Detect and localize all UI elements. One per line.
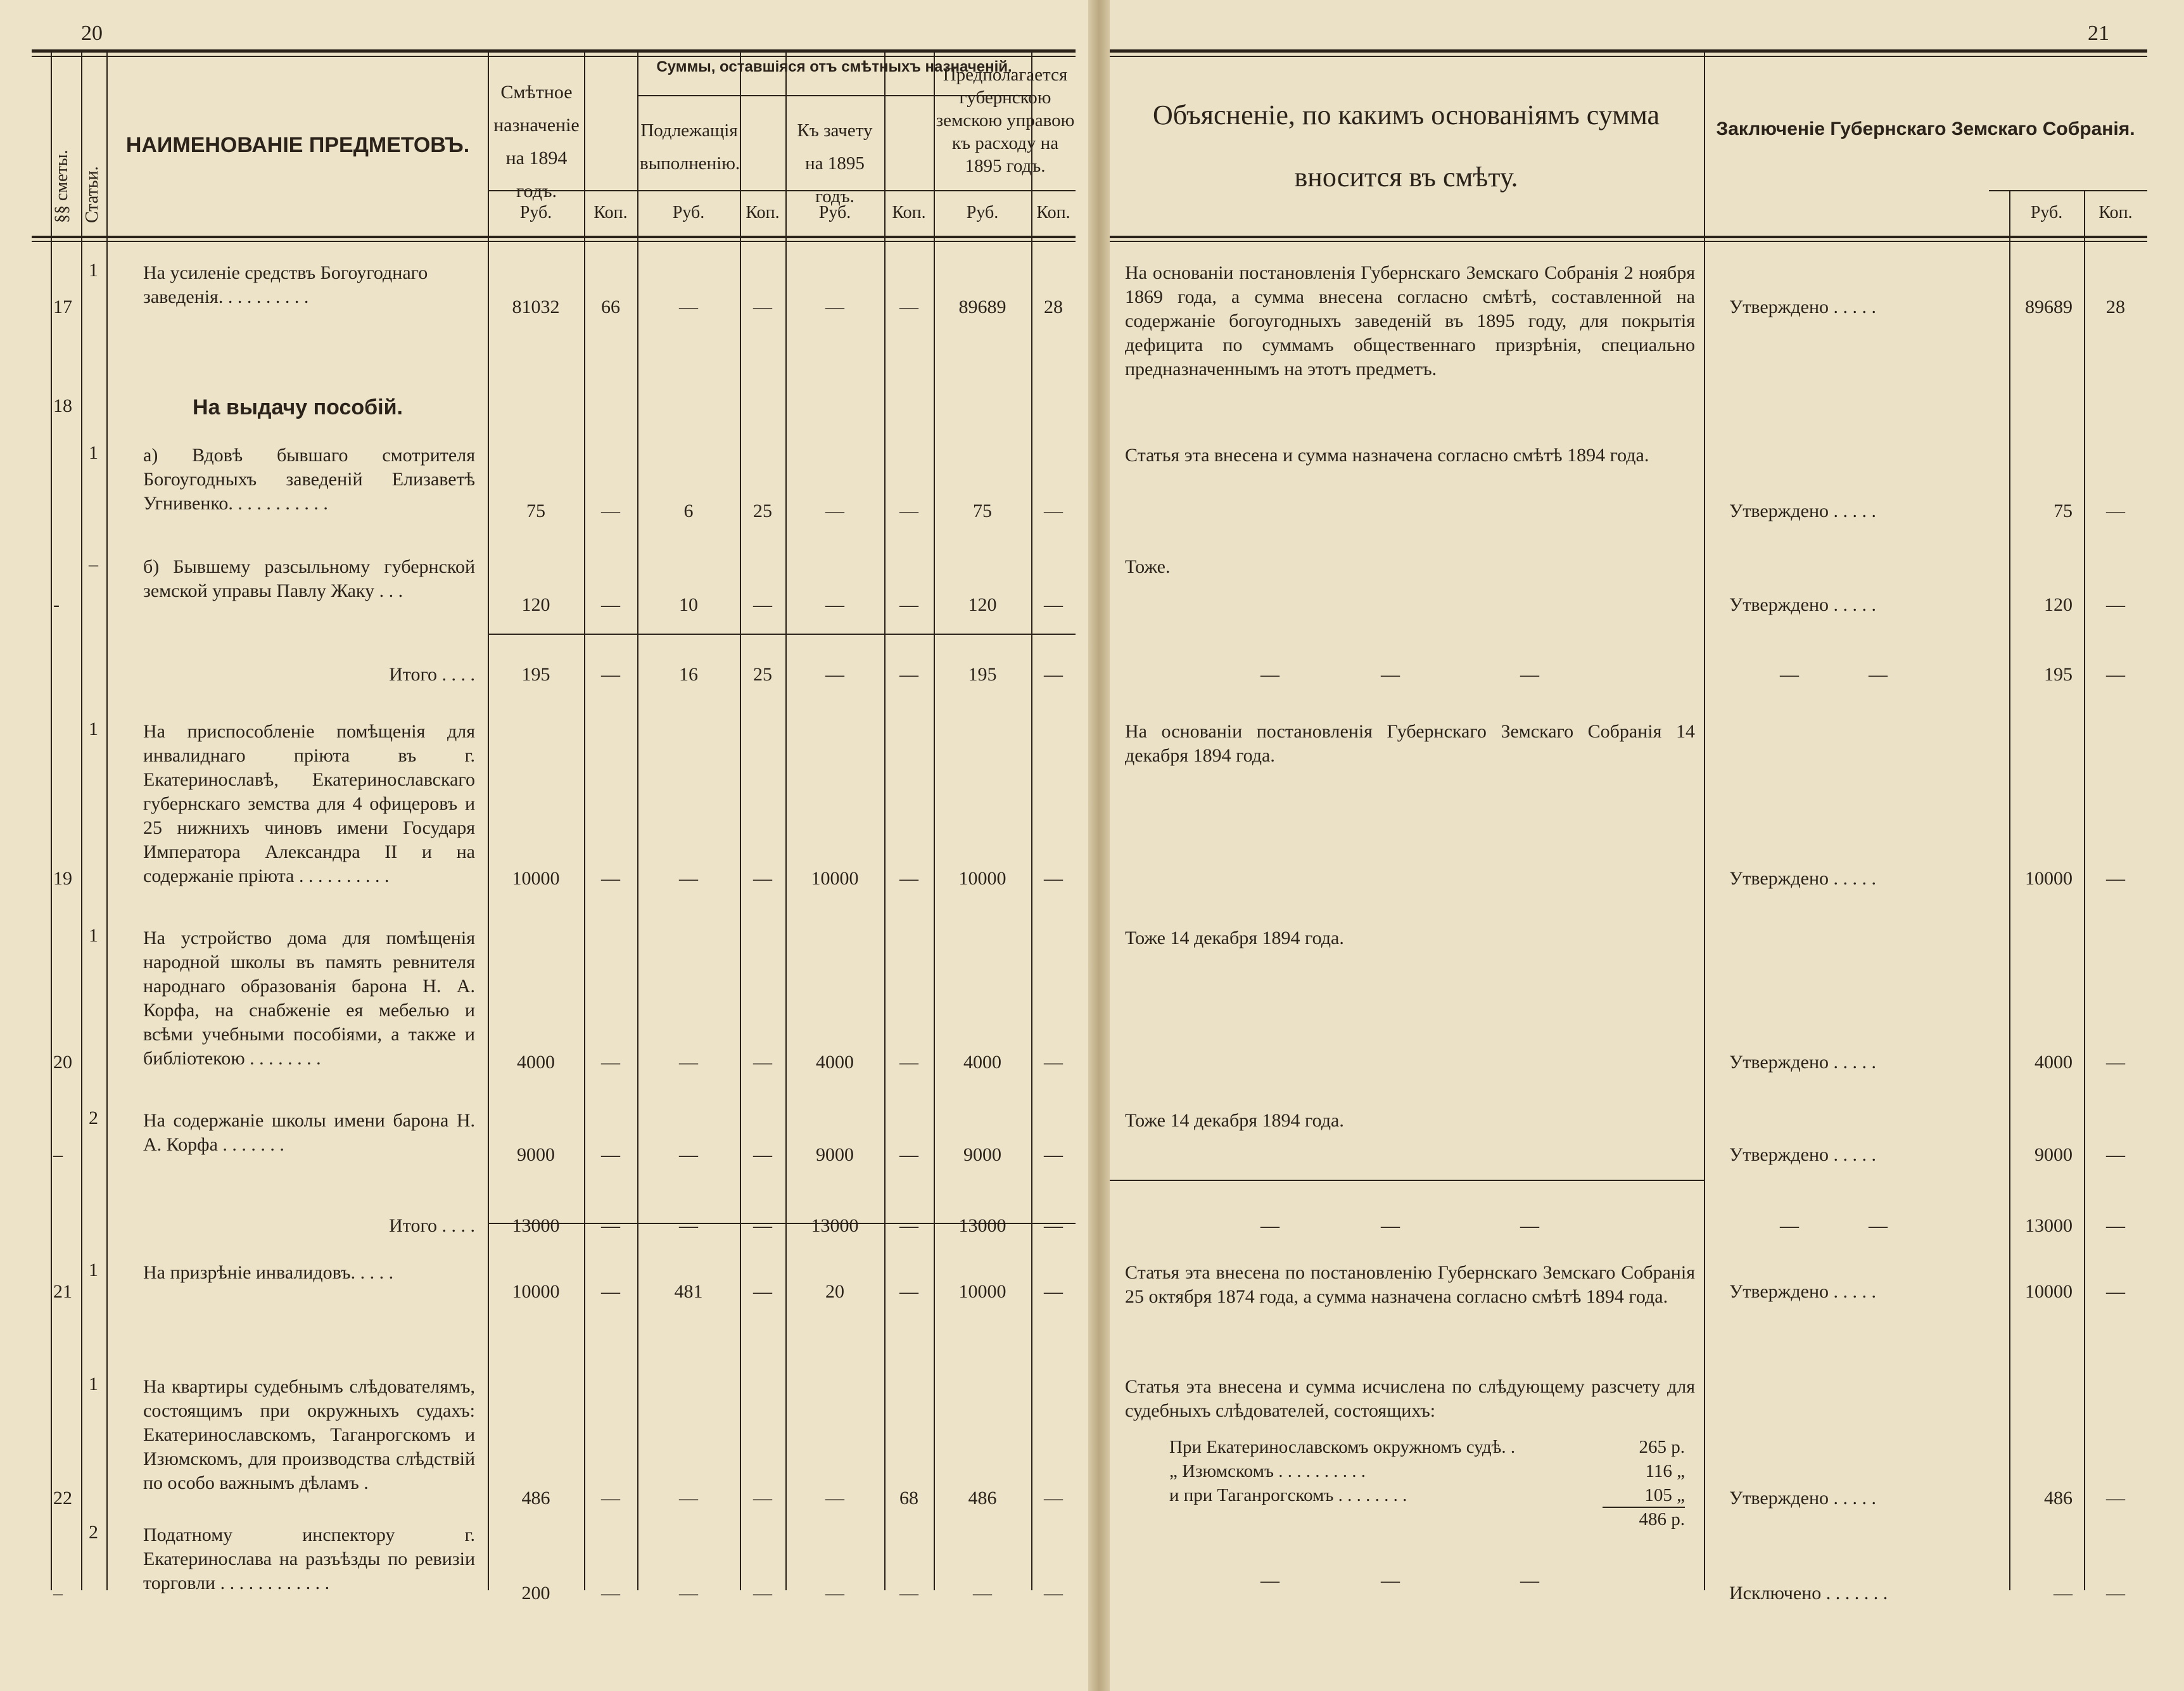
row-concl-rub: — (2054, 1583, 2073, 1604)
row-stati-number: 1 (89, 925, 98, 946)
col-header-kzachetu: Къ зачету на 1895 годъ. (797, 120, 873, 207)
column-line (584, 52, 585, 1590)
row-conclusion: Утверждено . . . . . (1729, 501, 1877, 521)
row-value-cell: — (679, 1144, 698, 1165)
row-smety-number: – (53, 1144, 63, 1165)
column-line (1031, 52, 1032, 1590)
row-value-cell: 486 (968, 1488, 997, 1509)
row-value-cell: — (679, 868, 698, 889)
row-value-cell: — (601, 1488, 620, 1509)
header-bottom-rule-thin (32, 241, 1076, 242)
row-explanation: Тоже 14 декабря 1894 года. (1125, 1110, 1344, 1131)
row-value-cell: 486 (521, 1488, 550, 1509)
row-section-heading: На выдачу пособій. (193, 395, 403, 419)
row-value-cell: — (753, 1052, 772, 1073)
row-concl-kop: — (2106, 594, 2125, 615)
col-header-rub: Руб. (672, 203, 705, 222)
conclusion-header: Заключеніе Губернскаго Земскаго Собранія. (1716, 118, 2135, 139)
column-line (740, 52, 741, 1590)
row-value-cell: — (899, 297, 918, 317)
row-value-cell: — (825, 594, 844, 615)
row-value-cell: — (601, 594, 620, 615)
row-value-cell: 75 (526, 501, 545, 521)
row-value-cell: 195 (968, 664, 997, 685)
row-value-cell: 4000 (963, 1052, 1001, 1073)
row-conclusion: Утверждено . . . . . (1729, 868, 1877, 889)
row-value-cell: 81032 (512, 297, 560, 317)
dash-placeholder: — (1520, 1570, 1539, 1591)
row-value-cell: — (899, 501, 918, 521)
explanation-header-line2: вносится въ смѣту. (1294, 162, 1518, 193)
row-value-cell: — (601, 664, 620, 685)
row-concl-rub: 120 (2044, 594, 2073, 615)
row-conclusion: Исключено . . . . . . . (1729, 1583, 1888, 1604)
header-bottom-rule-right (1110, 236, 2147, 238)
row-value-cell: — (899, 594, 918, 615)
row-value-cell: — (1044, 1488, 1063, 1509)
row-value-cell: — (1044, 1583, 1063, 1604)
dash-placeholder: — (1780, 664, 1799, 685)
calc-label: При Екатеринославскомъ окружномъ судѣ. . (1169, 1437, 1516, 1457)
row-value-cell: 4000 (816, 1052, 854, 1073)
dash-placeholder: — (1520, 664, 1539, 685)
column-line (785, 52, 787, 1590)
top-rule-thin (32, 56, 1076, 57)
row-smety-number: 22 (53, 1488, 72, 1509)
row-value-cell: — (825, 1583, 844, 1604)
row-value-cell: — (1044, 1215, 1063, 1236)
row-value-cell: — (1044, 868, 1063, 889)
col-line-smety (51, 52, 52, 1590)
row-item-name: Податному инспектору г. Екатеринослава на разъѣзды по ревизіи торговли . . . . . . . . . . . . (143, 1524, 475, 1593)
row-stati-number: 1 (89, 1260, 98, 1280)
row-value-cell: 13000 (512, 1215, 560, 1236)
row-value-cell: — (1044, 594, 1063, 615)
col-line-stati (81, 52, 82, 1590)
row-value-cell: — (899, 1052, 918, 1073)
col-header-rub: Руб. (519, 203, 552, 222)
book-gutter (1088, 0, 1110, 1691)
row-concl-kop: — (2106, 1052, 2125, 1073)
row-item-name: На усиленіе средствъ Богоугоднаго заведенія. . . . . . . . . . (143, 262, 428, 307)
row-smety-number: 20 (53, 1052, 72, 1073)
row-value-cell: — (679, 1583, 698, 1604)
row-value-cell: — (753, 1215, 772, 1236)
row-concl-kop: 28 (2106, 297, 2125, 317)
row-item-name: На устройство дома для помѣщенія народной школы въ память ревнителя народнаго образованія барона Н. А. Корфа, на снабженіе ея мебелью и всѣми учебными пособіями, а также и библіотекою . . . . . . . . (143, 928, 475, 1069)
row-value-cell: — (899, 1583, 918, 1604)
top-rule-thick-right (1110, 49, 2147, 53)
calc-sum-rule (1603, 1507, 1685, 1508)
row-value-cell: 9000 (816, 1144, 854, 1165)
row-explanation: Статья эта внесена по постановленію Губернскаго Земскаго Собранія 25 октября 1874 года, а сумма назначена согласно смѣтѣ 1894 года. (1125, 1262, 1695, 1307)
row-value-cell: 9000 (517, 1144, 555, 1165)
row-value-cell: — (679, 1052, 698, 1073)
total-rule-right (1110, 1180, 1704, 1181)
row-concl-rub: 10000 (2025, 868, 2073, 889)
dash-placeholder: — (1780, 1215, 1799, 1236)
dash-placeholder: — (1381, 664, 1400, 685)
col-header-stati: Статьи. (82, 166, 102, 223)
dash-placeholder: — (1260, 664, 1279, 685)
row-concl-kop: — (2106, 1488, 2125, 1509)
row-smety-number: 17 (53, 297, 72, 317)
col-line-conclusion (1704, 52, 1705, 1590)
row-stati-number: 1 (89, 442, 98, 463)
row-value-cell: — (825, 664, 844, 685)
row-explanation: Тоже 14 декабря 1894 года. (1125, 928, 1344, 948)
dash-placeholder: — (1869, 664, 1888, 685)
row-value-cell: 200 (521, 1583, 550, 1604)
row-value-cell: — (753, 1144, 772, 1165)
row-conclusion: Утверждено . . . . . (1729, 1144, 1877, 1165)
concl-header-kop: Коп. (2098, 203, 2133, 222)
row-value-cell: — (601, 1052, 620, 1073)
top-rule-thin-right (1110, 56, 2147, 57)
row-conclusion: Утверждено . . . . . (1729, 1488, 1877, 1509)
row-value-cell: 10000 (811, 868, 859, 889)
row-conclusion: Утверждено . . . . . (1729, 594, 1877, 615)
row-value-cell: — (899, 664, 918, 685)
row-stati-number: 1 (89, 718, 98, 739)
column-line (934, 52, 935, 1590)
row-value-cell: 25 (753, 501, 772, 521)
calc-label: и при Таганрогскомъ . . . . . . . . (1169, 1485, 1407, 1505)
row-smety-number: 19 (53, 868, 72, 889)
col-header-kop: Коп. (892, 203, 926, 222)
row-value-cell: 120 (968, 594, 997, 615)
row-value-cell: — (679, 297, 698, 317)
row-stati-number: – (89, 554, 98, 575)
calc-label: „ Изюмскомъ . . . . . . . . . . (1169, 1461, 1366, 1481)
row-smety-number: 18 (53, 395, 72, 416)
row-value-cell: 4000 (517, 1052, 555, 1073)
col-header-kop: Коп. (746, 203, 780, 222)
row-value-cell: — (601, 868, 620, 889)
row-value-cell: 10 (679, 594, 698, 615)
dash-placeholder: — (1381, 1215, 1400, 1236)
dash-placeholder: — (1260, 1215, 1279, 1236)
row-concl-kop: — (2106, 1215, 2125, 1236)
row-conclusion: Утверждено . . . . . (1729, 297, 1877, 317)
row-value-cell: — (601, 1281, 620, 1302)
col-header-podlezh: Подлежащія выполненію. (640, 120, 740, 174)
row-concl-kop: — (2106, 1281, 2125, 1302)
row-explanation: На основаніи постановленія Губернскаго Земскаго Собранія 14 декабря 1894 года. (1125, 721, 1695, 766)
column-line (884, 52, 886, 1590)
row-conclusion: Утверждено . . . . . (1729, 1281, 1877, 1302)
dash-placeholder: — (1381, 1570, 1400, 1591)
header-bottom-rule-thin-right (1110, 241, 2147, 242)
calc-value: 116 „ (1645, 1461, 1685, 1481)
col-line-concl-rub (2009, 190, 2010, 1590)
row-concl-rub: 486 (2044, 1488, 2073, 1509)
row-concl-kop: — (2106, 1583, 2125, 1604)
row-item-name: На призрѣніе инвалидовъ. . . . . (143, 1262, 394, 1283)
row-concl-rub: 89689 (2025, 297, 2073, 317)
row-value-cell: — (825, 297, 844, 317)
row-item-name: а) Вдовѣ бывшаго смотрителя Богоугодныхъ заведеній Елизаветѣ Угнивенко. . . . . . . . . . . (143, 445, 475, 514)
row-item-name: б) Бывшему разсыльному губернской земской управы Павлу Жаку . . . (143, 556, 475, 601)
row-value-cell: — (899, 868, 918, 889)
col-header-name: НАИМЕНОВАНІЕ ПРЕДМЕТОВЪ. (125, 133, 470, 157)
row-total-label: Итого . . . . (389, 664, 475, 685)
row-value-cell: — (899, 1144, 918, 1165)
row-value-cell: 16 (679, 664, 698, 685)
row-value-cell: 66 (601, 297, 620, 317)
col-header-kop: Коп. (594, 203, 628, 222)
row-concl-kop: — (2106, 664, 2125, 685)
row-value-cell: — (601, 1215, 620, 1236)
calc-value: 486 р. (1639, 1509, 1685, 1529)
calc-value: 105 „ (1644, 1485, 1685, 1505)
row-value-cell: 28 (1044, 297, 1063, 317)
row-value-cell: — (1044, 1144, 1063, 1165)
row-value-cell: 120 (521, 594, 550, 615)
row-smety-number: – (53, 1583, 63, 1604)
page-number-left: 20 (81, 22, 103, 45)
row-value-cell: 10000 (958, 1281, 1006, 1302)
row-value-cell: — (601, 1144, 620, 1165)
col-header-summy: Суммы, оставшіяся отъ смѣтныхъ назначеній. (656, 58, 1012, 75)
row-value-cell: — (753, 1583, 772, 1604)
row-value-cell: — (825, 1488, 844, 1509)
col-header-predpol: Предполагается губернскою земскою управою къ расходу на 1895 годъ. (936, 65, 1075, 176)
col-header-rub: Руб. (818, 203, 851, 222)
row-explanation: На основаніи постановленія Губернскаго Земскаго Собранія 2 ноября 1869 года, а сумма внесена согласно смѣтѣ, составленной на содержаніе богоугодныхъ заведеній въ 1895 году, для покрытія дефицита по суммамъ общественнаго призрѣнія, специально предназначеннымъ на этотъ предметъ. (1125, 262, 1695, 380)
row-concl-rub: 4000 (2035, 1052, 2073, 1073)
row-value-cell: 75 (973, 501, 992, 521)
row-value-cell: 9000 (963, 1144, 1001, 1165)
row-item-name: На приспособленіе помѣщенія для инвалиднаго пріюта въ г. Екатеринославѣ, Екатеринославскаго губернскаго земства для 4 офицеровъ и 25 нижнихъ чиновъ имени Государя Императора Александра II и на содержаніе пріюта . . . . . . . . . . (143, 721, 475, 886)
row-value-cell: — (753, 1281, 772, 1302)
row-value-cell: 13000 (958, 1215, 1006, 1236)
row-value-cell: — (1044, 1052, 1063, 1073)
row-value-cell: — (601, 501, 620, 521)
row-value-cell: 10000 (958, 868, 1006, 889)
row-concl-rub: 10000 (2025, 1281, 2073, 1302)
row-stati-number: 1 (89, 260, 98, 281)
dash-placeholder: — (1520, 1215, 1539, 1236)
row-smety-number: 21 (53, 1281, 72, 1302)
row-concl-kop: — (2106, 1144, 2125, 1165)
row-value-cell: — (679, 1488, 698, 1509)
row-total-label: Итого . . . . (389, 1215, 475, 1236)
col-header-smety: §§ сметы. (52, 150, 72, 223)
row-item-name: На квартиры судебнымъ слѣдователямъ, состоящимъ при окружныхъ судахъ: Екатеринославскомъ, Таганрогскомъ и Изюмскомъ, для производства слѣдствій по особо важнымъ дѣламъ . (143, 1376, 475, 1493)
explanation-header-line1: Объясненіе, по какимъ основаніямъ сумма (1152, 99, 1660, 131)
row-item-name: На содержаніе школы имени барона Н. А. Корфа . . . . . . . (143, 1110, 475, 1155)
row-value-cell: 68 (899, 1488, 918, 1509)
row-concl-rub: 9000 (2035, 1144, 2073, 1165)
row-value-cell: — (899, 1281, 918, 1302)
row-value-cell: 20 (825, 1281, 844, 1302)
column-line (488, 52, 489, 1590)
col-header-smetnoe: Смѣтное назначеніе на 1894 годъ. (493, 82, 580, 201)
row-value-cell: 481 (674, 1281, 703, 1302)
calc-value: 265 р. (1639, 1437, 1685, 1457)
row-stati-number: 2 (89, 1107, 98, 1128)
col-line-concl-kop (2084, 190, 2085, 1590)
concl-header-rub: Руб. (2030, 203, 2063, 222)
row-value-cell: 195 (521, 664, 550, 685)
total-rule (488, 634, 1076, 635)
row-smety-number: - (53, 594, 60, 615)
row-value-cell: — (753, 1488, 772, 1509)
row-concl-rub: 195 (2044, 664, 2073, 685)
row-value-cell: — (825, 501, 844, 521)
row-value-cell: 6 (683, 501, 694, 521)
row-value-cell: — (753, 594, 772, 615)
row-concl-rub: 75 (2054, 501, 2073, 521)
col-line-name (106, 52, 108, 1590)
dash-placeholder: — (1260, 1570, 1279, 1591)
row-value-cell: — (973, 1583, 992, 1604)
row-concl-kop: — (2106, 501, 2125, 521)
row-value-cell: — (679, 1215, 698, 1236)
column-line (637, 52, 638, 1590)
row-concl-rub: 13000 (2025, 1215, 2073, 1236)
row-value-cell: 10000 (512, 868, 560, 889)
row-stati-number: 2 (89, 1522, 98, 1543)
row-value-cell: — (753, 868, 772, 889)
row-explanation: Тоже. (1125, 556, 1171, 577)
row-value-cell: 89689 (958, 297, 1006, 317)
row-value-cell: 25 (753, 664, 772, 685)
row-value-cell: — (899, 1215, 918, 1236)
top-rule-thick (32, 49, 1076, 53)
header-bottom-rule (32, 236, 1076, 238)
col-header-kop: Коп. (1036, 203, 1070, 222)
col-header-rub: Руб. (966, 203, 999, 222)
row-value-cell: — (1044, 664, 1063, 685)
row-value-cell: — (1044, 501, 1063, 521)
row-value-cell: — (753, 297, 772, 317)
row-value-cell: 13000 (811, 1215, 859, 1236)
row-conclusion: Утверждено . . . . . (1729, 1052, 1877, 1073)
dash-placeholder: — (1869, 1215, 1888, 1236)
page-number-right: 21 (2088, 22, 2109, 45)
row-value-cell: 10000 (512, 1281, 560, 1302)
row-value-cell: — (1044, 1281, 1063, 1302)
row-explanation: Статья эта внесена и сумма исчислена по слѣдующему разсчету для судебныхъ слѣдователей, состоящихъ: (1125, 1376, 1695, 1421)
row-explanation: Статья эта внесена и сумма назначена согласно смѣтѣ 1894 года. (1125, 445, 1649, 466)
row-concl-kop: — (2106, 868, 2125, 889)
concl-rub-rule (1989, 190, 2147, 191)
row-value-cell: — (601, 1583, 620, 1604)
row-stati-number: 1 (89, 1374, 98, 1394)
